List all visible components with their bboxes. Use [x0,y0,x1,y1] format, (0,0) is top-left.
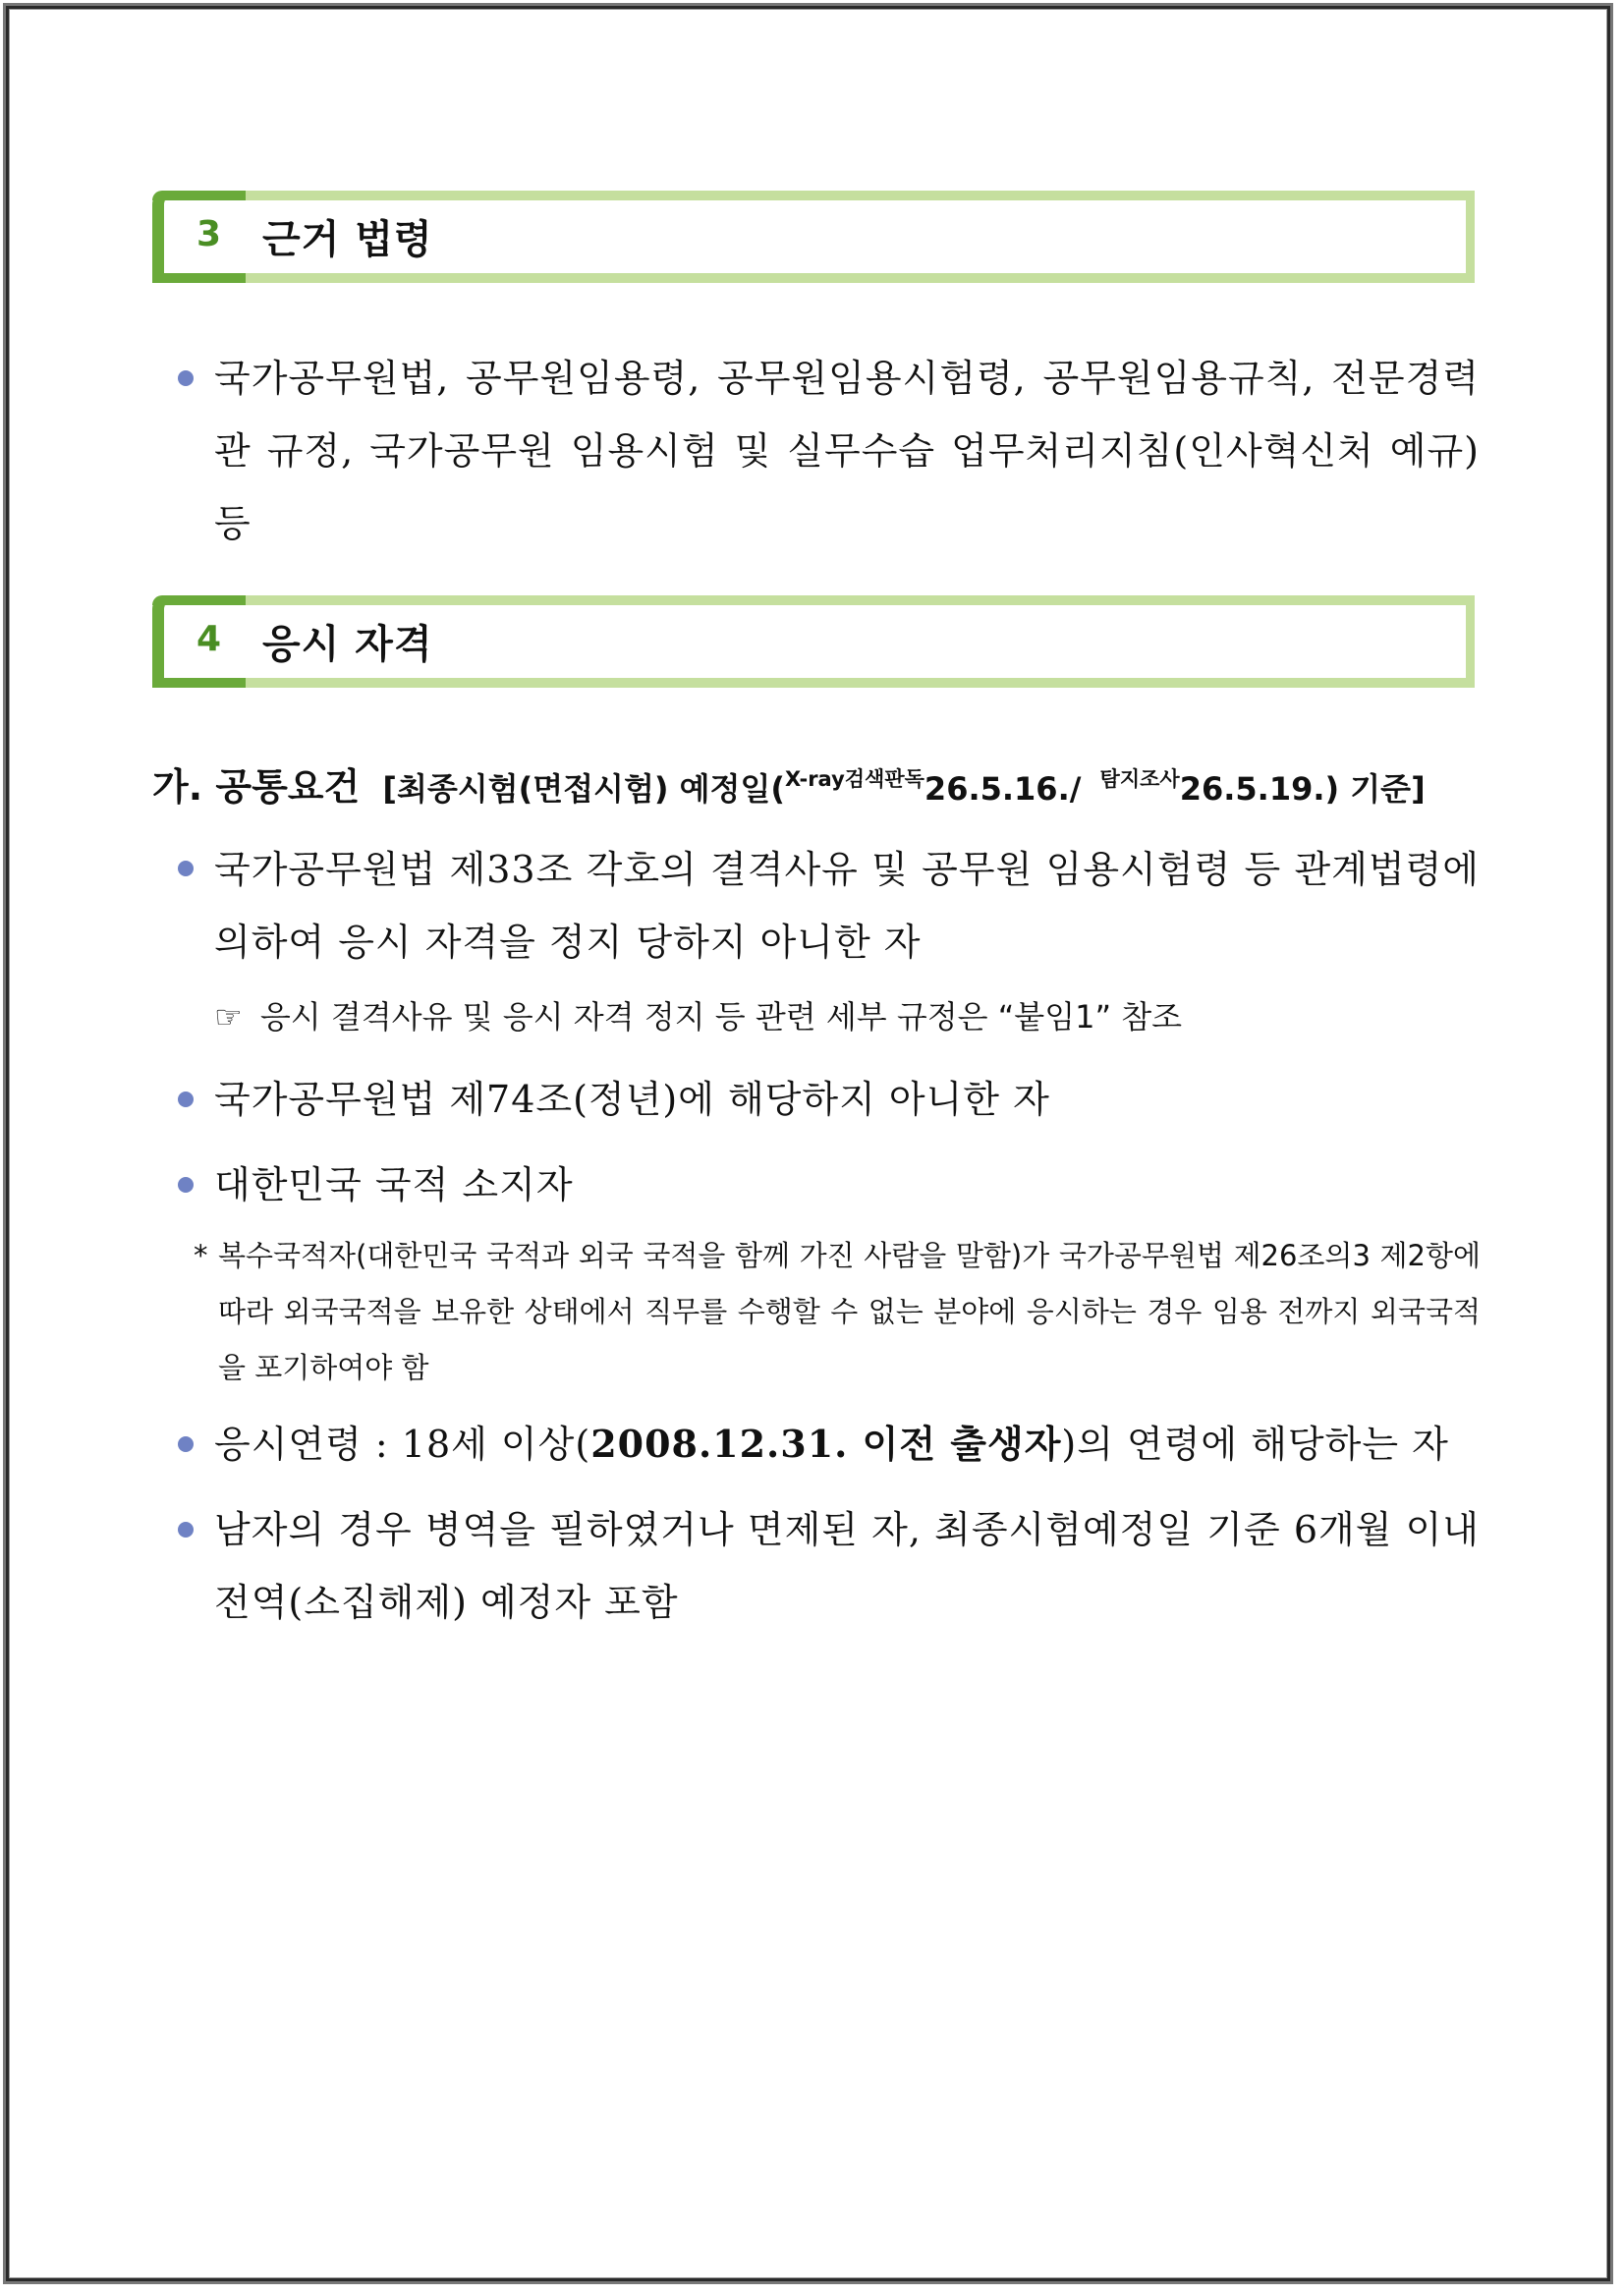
age-requirement-suffix: )의 연령에 해당하는 자 [1061,1423,1449,1466]
subheading-common-requirements [152,756,1426,811]
subheading-date-xray: 26.5.16./ [924,770,1092,808]
age-requirement-prefix: 응시연령 : 18세 이상( [214,1423,591,1466]
subheading-date-detection: 26.5.19.) 기준] [1179,770,1426,808]
bullet-dot [178,370,194,386]
section-header-3 [152,191,1475,283]
retirement-age-text: 국가공무원법 제74조(정년)에 해당하지 아니한 자 [214,1078,1050,1121]
dual-nationality-note [194,1228,1481,1396]
bullet-dot [178,1436,194,1452]
nationality-text: 대한민국 국적 소지자 [214,1163,574,1206]
header-accent-top [152,191,246,200]
bullet-dot [178,1177,194,1193]
bullet-dot [178,1092,194,1107]
dual-nationality-text: 복수국적자(대한민국 국적과 외국 국적을 함께 가진 사람을 말함)가 국가공무원법 제26조의3 제2항에 따라 외국국적을 보유한 상태에서 직무를 수행할 수 없는 분야에 응시하는 경우 임용 전까지 외국국적을 포기하여야 함 [218,1239,1481,1384]
disqualification-text: 국가공무원법 제33조 각호의 결격사유 및 공무원 임용시험령 등 관계법령에 의하여 응시 자격을 정지 당하지 아니한 자 [214,848,1480,964]
legal-basis-text: 국가공무원법, 공무원임용령, 공무원임용시험령, 공무원임용규칙, 전문경력관 규정, 국가공무원 임용시험 및 실무수습 업무처리지침(인사혁신처 예규) 등 [214,357,1480,545]
section-title: 근거 법령 [262,217,433,262]
section-header-4 [152,595,1475,688]
reference-note-text: 응시 결격사유 및 응시 자격 정지 등 관련 세부 규정은 “붙임1” 참조 [259,998,1183,1036]
section-number: 4 [196,619,222,659]
subheading-sup-detection: 탐지조사 [1099,767,1180,791]
military-service-text: 남자의 경우 병역을 필하였거나 면제된 자, 최종시험예정일 기준 6개월 이내 전역(소집해제) 예정자 포함 [214,1508,1480,1624]
age-requirement-birthdate: 2008.12.31. 이전 출생자 [590,1422,1062,1466]
section-number: 3 [196,214,222,254]
header-accent-bottom [152,678,246,688]
age-requirement [214,1408,1480,1481]
subheading-sup-xray: X-ray검색판독 [785,767,924,791]
bullet-dot [178,1522,194,1538]
header-accent-bottom [152,273,246,283]
header-accent-top [152,595,246,605]
asterisk-icon: * [194,1239,208,1272]
pointing-hand-icon: ☞ [214,998,243,1036]
subheading-detail-prefix: [최종시험(면접시험) 예정일( [382,770,785,808]
reference-note [214,992,1182,1037]
bullet-dot [178,861,194,876]
section-title: 응시 자격 [262,622,433,667]
subheading-main: 가. 공통요건 [152,765,361,809]
